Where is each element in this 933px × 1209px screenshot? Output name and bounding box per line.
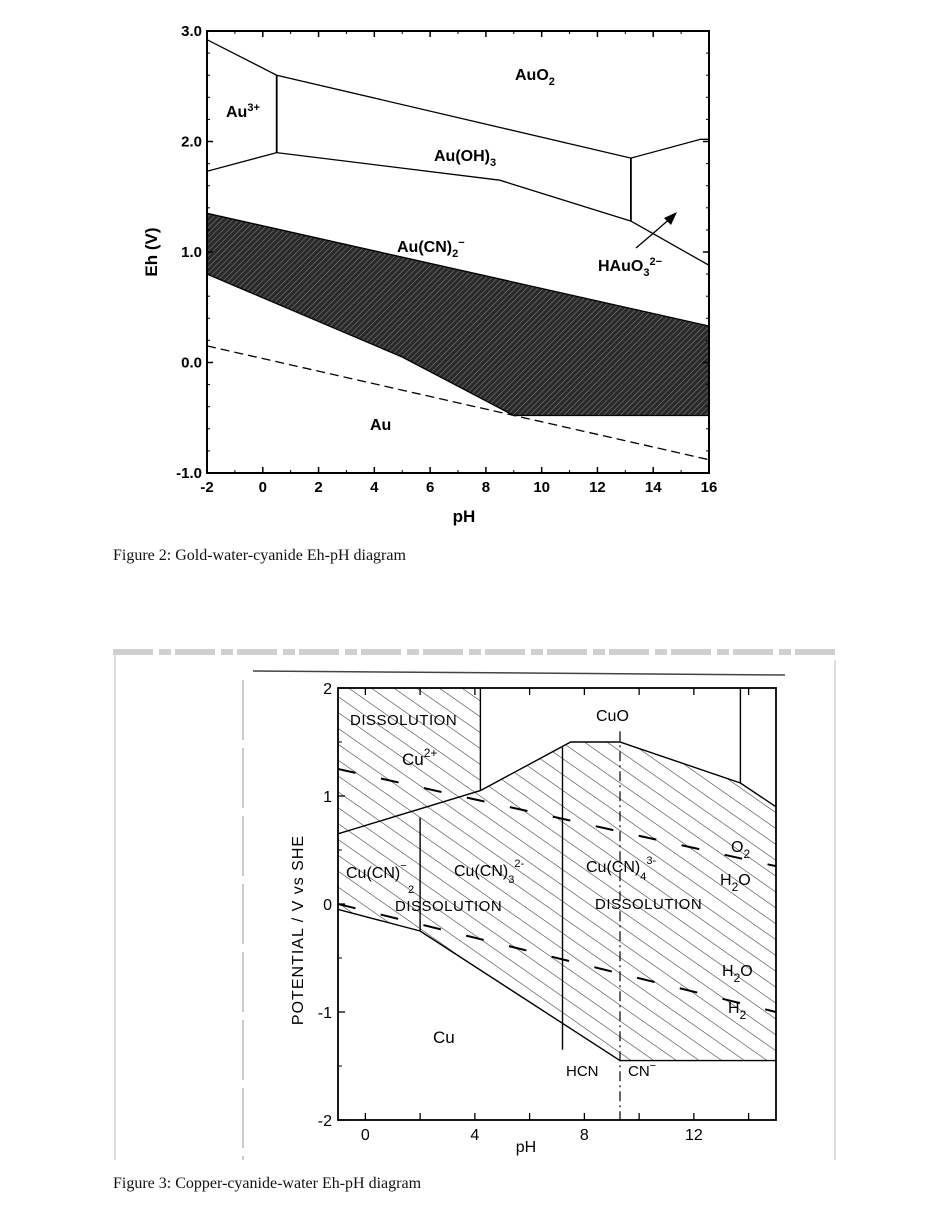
region-label-auoh3: $Au(OH)_3$ bbox=[434, 148, 497, 169]
region-label-hcn: HCN bbox=[566, 1063, 599, 1080]
gold-x-tick-label: 4 bbox=[370, 479, 379, 496]
copper-x-tick-label: 0 bbox=[360, 1127, 370, 1144]
figure-3-caption: Figure 3: Copper-cyanide-water Eh-pH diagram bbox=[113, 1175, 422, 1192]
region-label-au3: $Au^{3+}$ bbox=[226, 102, 260, 121]
gold-x-axis-label: pH bbox=[452, 507, 476, 526]
scan-edge-top-2 bbox=[253, 671, 785, 675]
figure-2-caption: Figure 2: Gold-water-cyanide Eh-pH diagram bbox=[113, 547, 406, 564]
copper-y-tick-label: 2 bbox=[323, 681, 332, 698]
gold-y-tick-label: 2.0 bbox=[181, 133, 202, 151]
region-label-cucn3: $Cu(CN)_3^{2-}$ bbox=[454, 858, 525, 886]
gold-x-tick-label: 10 bbox=[533, 479, 551, 496]
copper-x-tick-label: 4 bbox=[470, 1127, 480, 1144]
region-label-cucn4: $Cu(CN)_4^{3-}$ bbox=[586, 855, 657, 883]
region-label-dissolution-mid: DISSOLUTION bbox=[395, 898, 503, 915]
gold-y-tick-label: -1.0 bbox=[176, 465, 202, 482]
copper-y-tick-label: 0 bbox=[323, 897, 332, 914]
copper-y-tick-label: -1 bbox=[317, 1005, 332, 1022]
region-label-cu2: $Cu^{2+}$ bbox=[402, 746, 438, 769]
copper-x-tick-label: 8 bbox=[579, 1127, 589, 1144]
region-label-hauo3: HAuO$_3^{2-}$ bbox=[598, 256, 662, 279]
gold-x-tick-label: 12 bbox=[589, 479, 606, 496]
gold-x-tick-label: 0 bbox=[258, 479, 267, 496]
gold-x-tick-label: 8 bbox=[481, 479, 491, 496]
copper-y-tick-label: 1 bbox=[323, 789, 332, 806]
gold-x-tick-label: 14 bbox=[644, 479, 662, 496]
region-label-aucn2: $Au(CN)_2^-$ bbox=[397, 237, 465, 260]
region-label-o2: $O_2$ bbox=[731, 839, 751, 861]
gold-x-tick-label: 2 bbox=[314, 479, 323, 496]
region-label-dissolution-right: DISSOLUTION bbox=[595, 896, 703, 913]
gold-x-tick-label: 6 bbox=[425, 479, 435, 496]
gold-x-tick-label: 16 bbox=[700, 479, 718, 496]
region-label-cuo: CuO bbox=[596, 708, 629, 725]
gold-y-axis-label: Eh (V) bbox=[142, 227, 161, 277]
copper-y-tick-label: -2 bbox=[317, 1113, 332, 1130]
region-label-au: Au bbox=[370, 417, 392, 434]
region-label-h2o-upper: $H_2O$ bbox=[720, 872, 751, 894]
region-label-cu: Cu bbox=[433, 1028, 455, 1047]
region-label-h2: $H_2$ bbox=[728, 1000, 747, 1022]
gold-y-tick-label: 3.0 bbox=[181, 23, 202, 40]
gold-y-tick-label: 0.0 bbox=[181, 354, 202, 372]
copper-x-tick-label: 12 bbox=[684, 1127, 703, 1144]
region-label-cn: CN− bbox=[628, 1060, 657, 1080]
gold-y-tick-label: 1.0 bbox=[181, 244, 202, 261]
region-label-h2o-lower: $H_2O$ bbox=[722, 963, 753, 985]
copper-x-axis-label: pH bbox=[515, 1139, 537, 1156]
gold-x-tick-label: -2 bbox=[200, 479, 214, 496]
region-label-dissolution-top: DISSOLUTION bbox=[350, 712, 458, 729]
region-label-cucn2: Cu(CN)−2 bbox=[346, 860, 415, 896]
region-label-auo2: AuO$_2$ bbox=[515, 67, 555, 88]
copper-y-axis-label: POTENTIAL / V vs SHE bbox=[290, 834, 307, 1026]
